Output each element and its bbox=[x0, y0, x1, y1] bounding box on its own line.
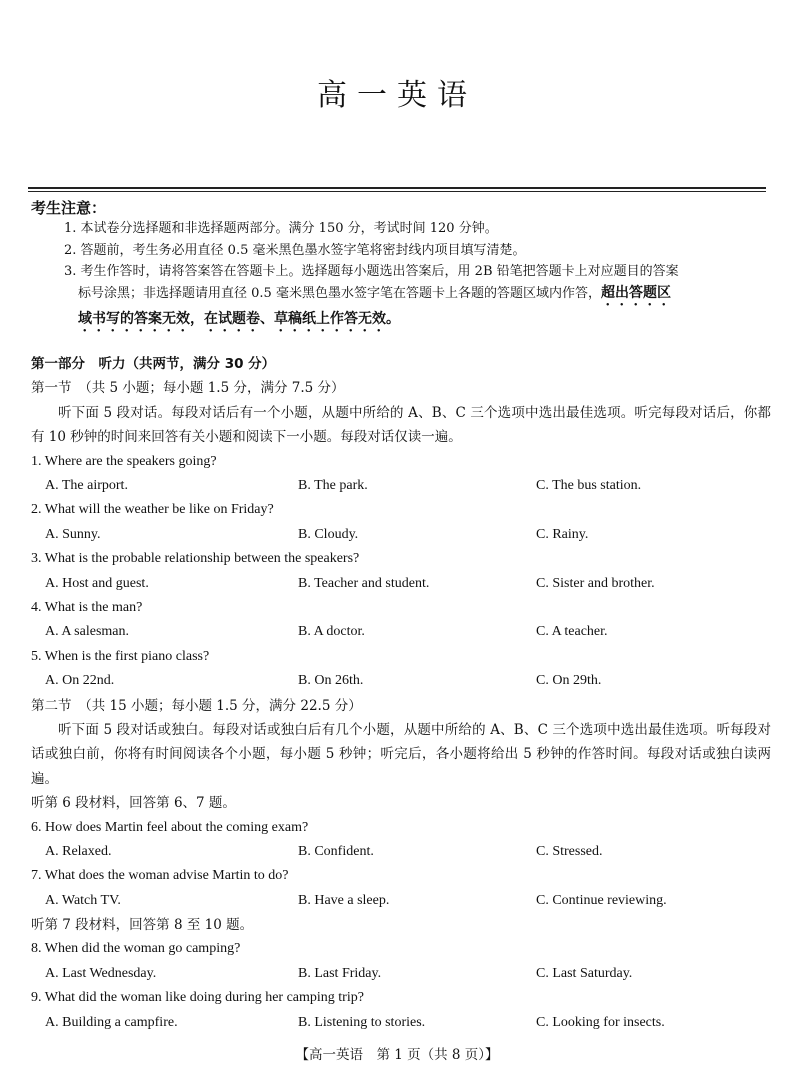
option-b: B. The park. bbox=[298, 477, 368, 493]
option-b: B. Have a sleep. bbox=[298, 892, 390, 908]
question-stem: 3. What is the probable relationship between the speakers? bbox=[31, 551, 360, 567]
notice-emphasis: 超出答题区 bbox=[600, 284, 671, 301]
section-title: 第二节 （共 15 小题；每小题 1.5 分，满分 22.5 分） bbox=[31, 697, 362, 714]
option-a: A. Relaxed. bbox=[45, 843, 112, 859]
question-stem: 4. What is the man? bbox=[31, 599, 143, 615]
notice-item-continued bbox=[64, 309, 769, 335]
option-a: A. Watch TV. bbox=[45, 892, 121, 908]
option-a: A. The airport. bbox=[45, 477, 128, 493]
option-c: C. Stressed. bbox=[536, 843, 603, 859]
option-b: B. Last Friday. bbox=[298, 965, 382, 981]
question-options bbox=[31, 840, 771, 864]
header-divider bbox=[28, 187, 766, 189]
option-b: B. Teacher and student. bbox=[298, 575, 430, 591]
option-b: B. Confident. bbox=[298, 843, 374, 859]
question-stem: 5. When is the first piano class? bbox=[31, 648, 210, 664]
header-divider-thin bbox=[28, 191, 766, 192]
material-note: 听第 7 段材料，回答第 8 至 10 题。 bbox=[31, 917, 254, 934]
question-options bbox=[31, 572, 771, 596]
section-title: 第一节 （共 5 小题；每小题 1.5 分，满分 7.5 分） bbox=[31, 380, 345, 397]
notice-item: 1. 本试卷分选择题和非选择题两部分。满分 150 分，考试时间 120 分钟。 bbox=[64, 221, 498, 236]
notice-item: 2. 答题前，考生务必用直径 0.5 毫米黑色墨水签字笔将密封线内项目填写清楚。 bbox=[64, 242, 526, 258]
part-title: 第一部分 听力（共两节，满分 30 分） bbox=[31, 356, 276, 372]
question-options bbox=[31, 620, 771, 644]
page-footer: 【高一英语 第 1 页（共 8 页）】 bbox=[295, 1047, 499, 1063]
question-list bbox=[31, 816, 771, 914]
part-one-listening bbox=[31, 352, 771, 1035]
option-b: B. On 26th. bbox=[298, 673, 364, 689]
option-c: C. On 29th. bbox=[536, 673, 602, 689]
question-stem: 7. What does the woman advise Martin to do? bbox=[31, 868, 289, 884]
question-options bbox=[31, 669, 771, 693]
question-options bbox=[31, 523, 771, 547]
option-a: A. Building a campfire. bbox=[45, 1014, 178, 1030]
notice-item: 3. 考生作答时，请将答案答在答题卡上。选择题每小题选出答案后，用 2B 铅笔把答题卡上对应题目的答案 bbox=[64, 264, 679, 279]
notice-item-text: 标号涂黑；非选择题请用直径 0.5 毫米黑色墨水签字笔在答题卡上各题的答题区域内作答， bbox=[78, 285, 601, 301]
question-stem: 1. Where are the speakers going? bbox=[31, 453, 217, 469]
question-list bbox=[31, 937, 771, 1035]
notice-heading: 考生注意： bbox=[31, 199, 107, 217]
question-stem: 2. What will the weather be like on Friday? bbox=[31, 502, 274, 518]
option-a: A. Sunny. bbox=[45, 526, 101, 542]
option-b: B. Listening to stories. bbox=[298, 1014, 426, 1030]
option-c: C. Looking for insects. bbox=[536, 1014, 665, 1030]
option-c: C. The bus station. bbox=[536, 477, 642, 493]
notice-list bbox=[64, 218, 769, 335]
option-b: B. Cloudy. bbox=[298, 526, 359, 542]
question-options bbox=[31, 1011, 771, 1035]
option-c: C. Rainy. bbox=[536, 526, 589, 542]
option-b: B. A doctor. bbox=[298, 624, 365, 640]
section-instructions: 听下面 5 段对话或独白。每段对话或独白后有几个小题，从题中所给的 A、B、C 三个选项中选出最佳选项。听每段对话或独白前，你将有时间阅读各个小题，每小题 5 秒钟；听完后，各小题将给出 5 秒钟的作答时间。每段对话或独白读两遍。 bbox=[31, 721, 771, 787]
question-options bbox=[31, 889, 771, 913]
question-stem: 6. How does Martin feel about the coming exam? bbox=[31, 819, 309, 835]
question-options bbox=[31, 474, 771, 498]
section-instructions: 听下面 5 段对话。每段对话后有一个小题，从题中所给的 A、B、C 三个选项中选出最佳选项。听完每段对话后，你都有 10 秒钟的时间来回答有关小题和阅读下一小题。每段对话仅读一遍。 bbox=[31, 404, 771, 446]
option-c: C. Continue reviewing. bbox=[536, 892, 667, 908]
question-stem: 8. When did the woman go camping? bbox=[31, 941, 241, 957]
question-stem: 9. What did the woman like doing during her camping trip? bbox=[31, 990, 364, 1006]
exam-notice bbox=[31, 198, 769, 335]
option-a: A. Host and guest. bbox=[45, 575, 149, 591]
page-title: 高一英语 bbox=[317, 78, 477, 113]
option-a: A. Last Wednesday. bbox=[45, 965, 157, 981]
option-c: C. Last Saturday. bbox=[536, 965, 633, 981]
material-note: 听第 6 段材料，回答第 6、7 题。 bbox=[31, 795, 236, 812]
option-a: A. A salesman. bbox=[45, 624, 129, 640]
question-list bbox=[31, 450, 771, 694]
question-options bbox=[31, 962, 771, 986]
notice-emphasis: 域书写的答案无效，在试题卷、草稿纸上作答无效。 bbox=[78, 310, 400, 327]
option-a: A. On 22nd. bbox=[45, 673, 115, 689]
option-c: C. Sister and brother. bbox=[536, 575, 655, 591]
option-c: C. A teacher. bbox=[536, 624, 608, 640]
notice-item-continued bbox=[64, 283, 769, 309]
